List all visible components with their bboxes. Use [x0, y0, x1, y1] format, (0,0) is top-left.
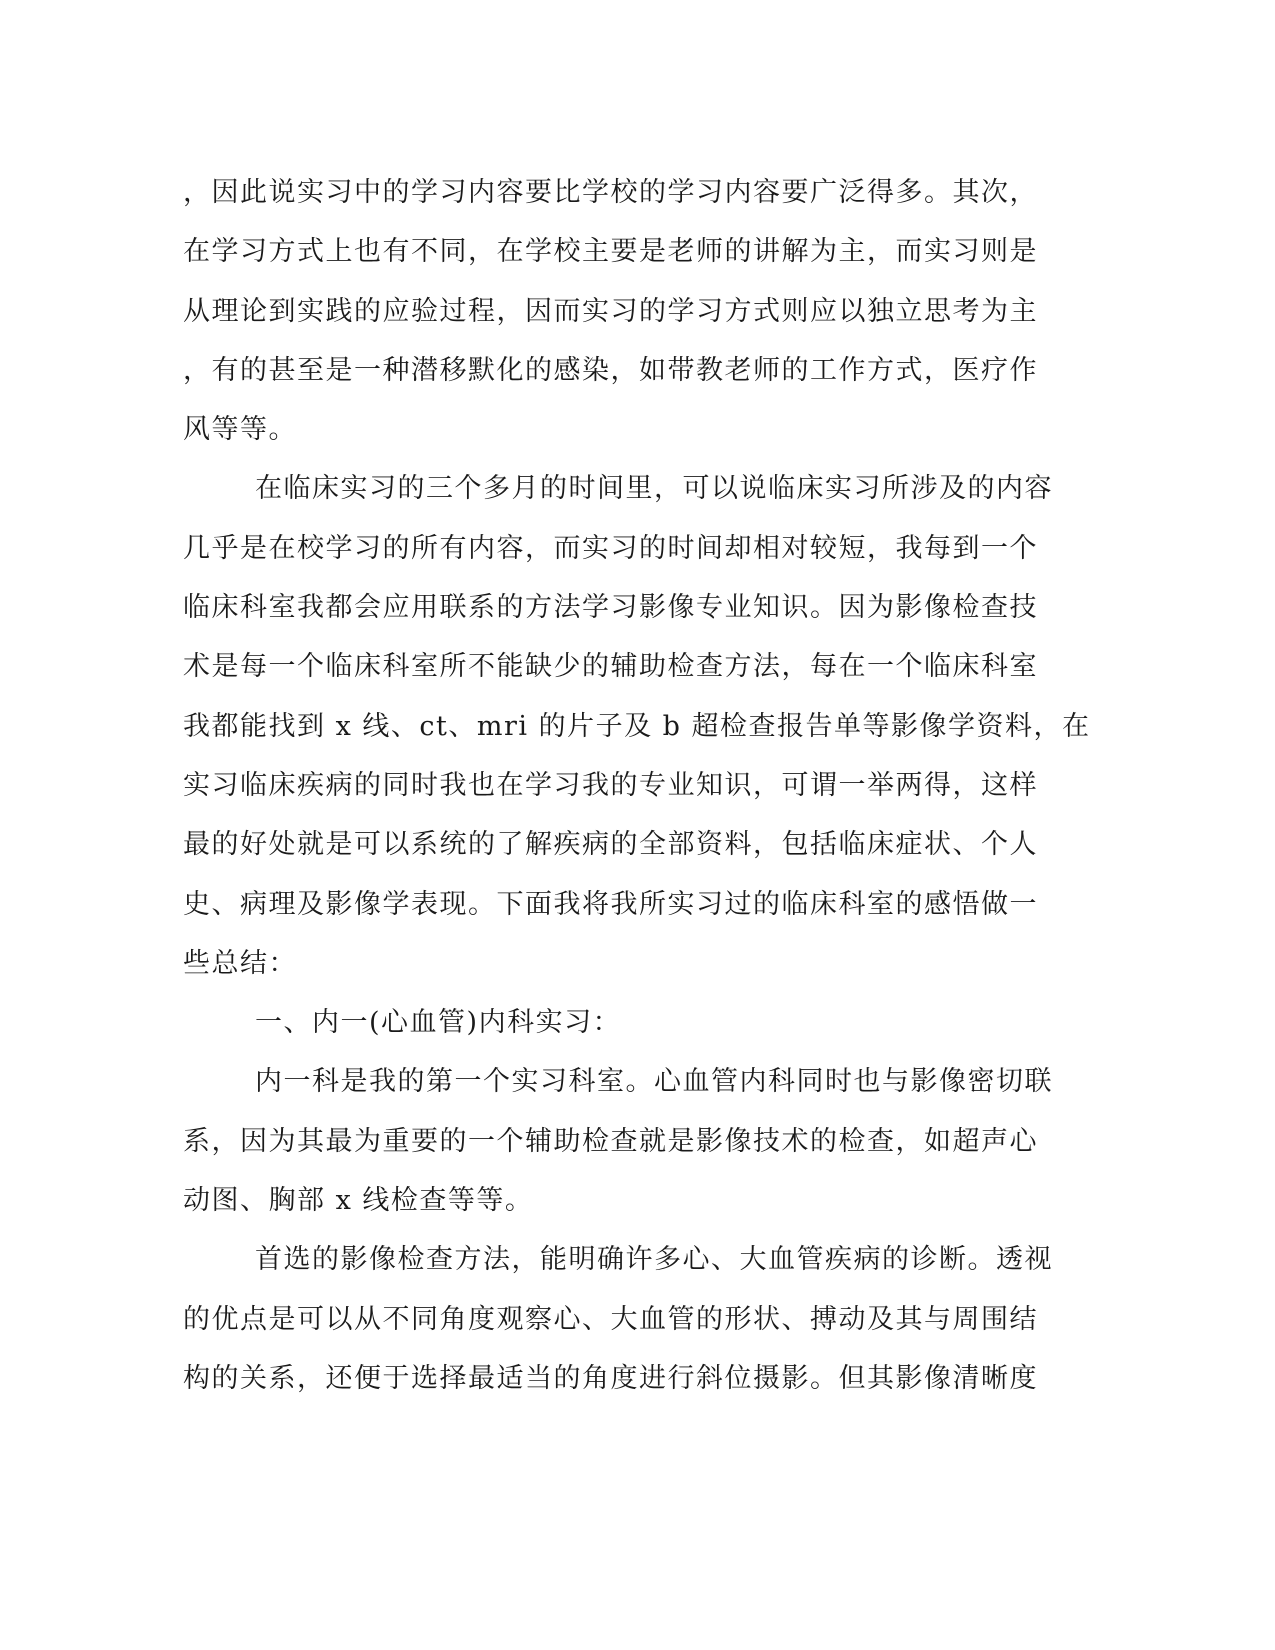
body-text [183, 163, 1091, 1408]
paragraph-start-line: 首选的影像检查方法，能明确许多心、大血管疾病的诊断。透视 [255, 1244, 1053, 1276]
text-line: 术是每一个临床科室所不能缺少的辅助检查方法，每在一个临床科室 [183, 651, 1038, 683]
text-line: 构的关系，还便于选择最适当的角度进行斜位摄影。但其影像清晰度 [183, 1362, 1038, 1394]
text-line: 临床科室我都会应用联系的方法学习影像专业知识。因为影像检查技 [183, 592, 1038, 624]
text-line: 动图、胸部 x 线检查等等。 [183, 1185, 534, 1217]
section-heading: 一、内一(心血管)内科实习： [255, 1007, 622, 1039]
text-line: 的优点是可以从不同角度观察心、大血管的形状、搏动及其与周围结 [183, 1303, 1038, 1335]
text-line: 风等等。 [183, 414, 297, 446]
text-line: 几乎是在校学习的所有内容，而实习的时间却相对较短，我每到一个 [183, 532, 1038, 564]
text-line: 些总结： [183, 947, 297, 979]
text-line: 从理论到实践的应验过程，因而实习的学习方式则应以独立思考为主 [183, 295, 1038, 327]
text-line: 实习临床疾病的同时我也在学习我的专业知识，可谓一举两得，这样 [183, 769, 1038, 801]
text-line: ，因此说实习中的学习内容要比学校的学习内容要广泛得多。其次， [183, 177, 1038, 208]
text-line: 系，因为其最为重要的一个辅助检查就是影像技术的检查，如超声心 [183, 1125, 1038, 1157]
paragraph-start-line: 在临床实习的三个多月的时间里，可以说临床实习所涉及的内容 [255, 473, 1053, 505]
text-line: 史、病理及影像学表现。下面我将我所实习过的临床科室的感悟做一 [183, 888, 1038, 920]
text-line: 最的好处就是可以系统的了解疾病的全部资料，包括临床症状、个人 [183, 829, 1038, 861]
text-line: 在学习方式上也有不同，在学校主要是老师的讲解为主，而实习则是 [183, 236, 1038, 268]
paragraph-start-line: 内一科是我的第一个实习科室。心血管内科同时也与影像密切联 [255, 1066, 1053, 1098]
text-line: ，有的甚至是一种潜移默化的感染，如带教老师的工作方式，医疗作 [183, 354, 1038, 386]
text-line: 我都能找到 x 线、ct、mri 的片子及 b 超检查报告单等影像学资料，在 [183, 710, 1091, 742]
